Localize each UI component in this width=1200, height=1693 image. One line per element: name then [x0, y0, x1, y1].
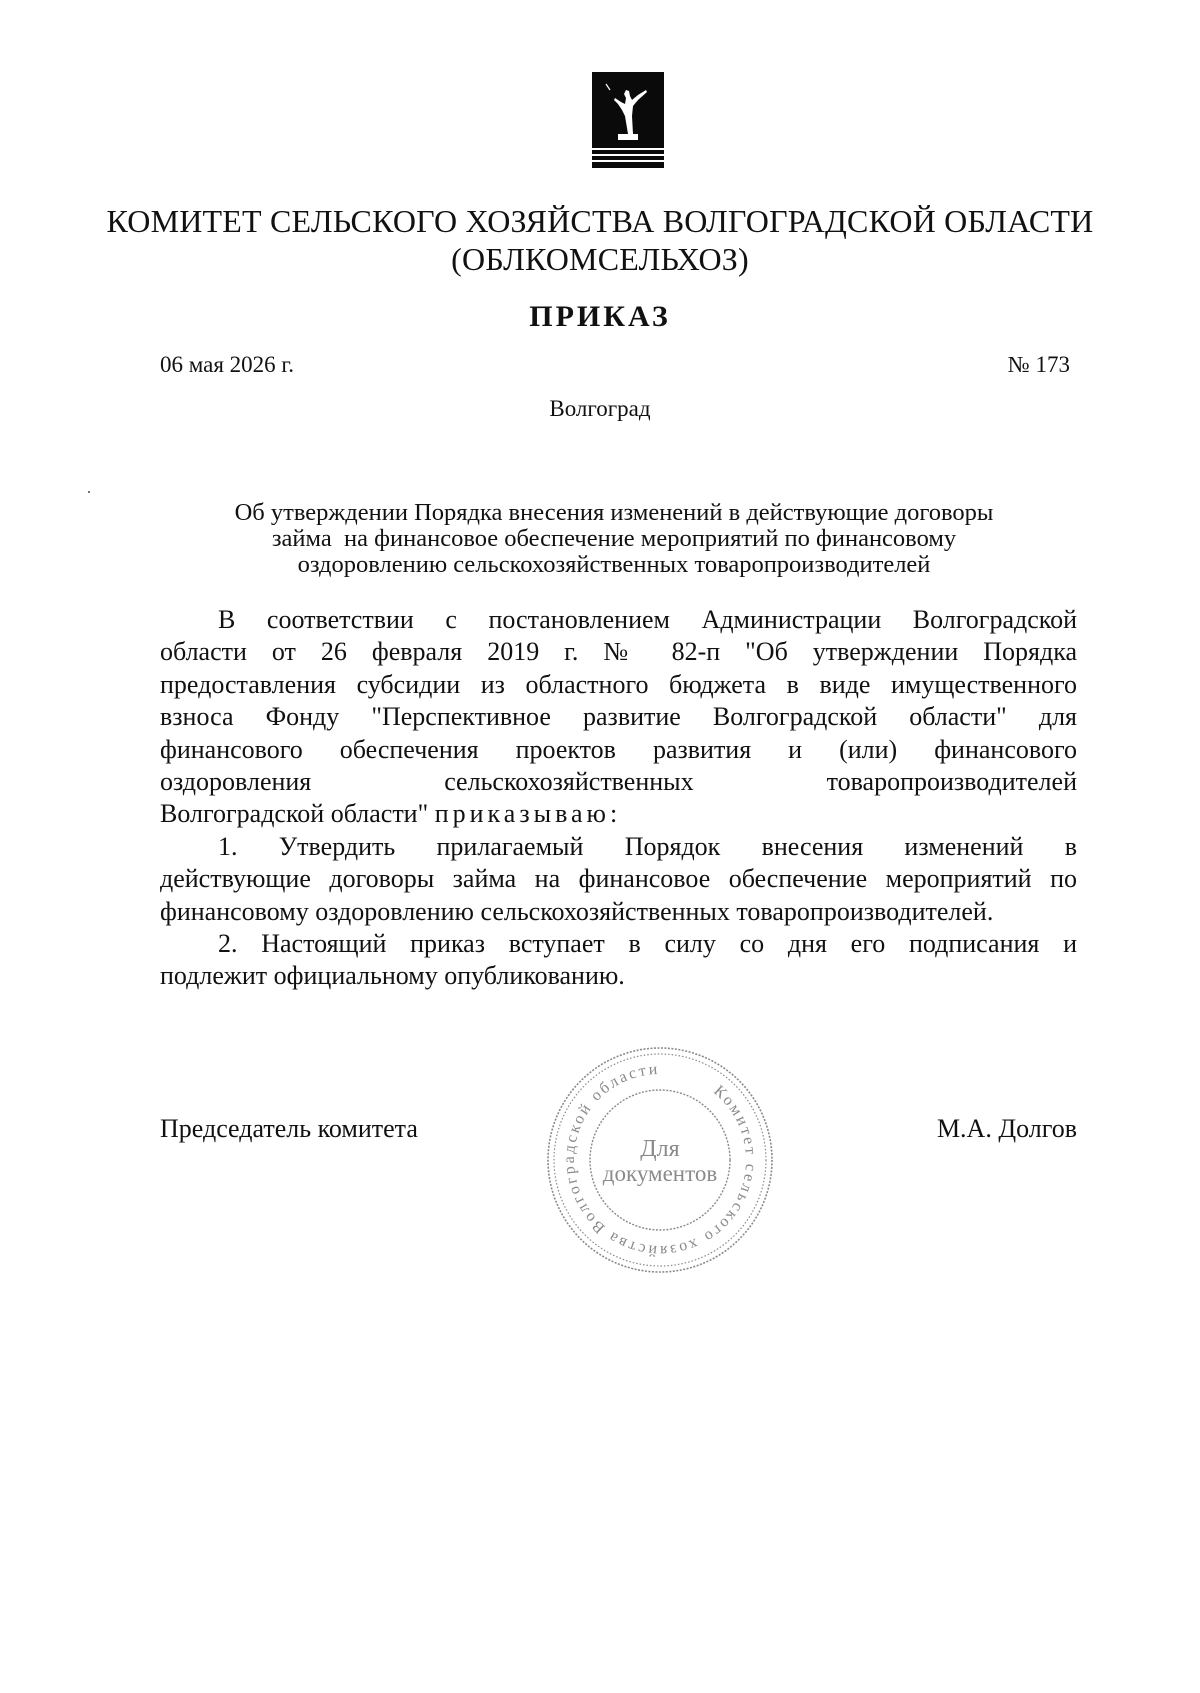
body-line: оздоровления сельскохозяйственных товаропроизводителей: [160, 767, 1077, 797]
item-2-line: подлежит официальному опубликованию.: [160, 961, 625, 991]
title-line: Об утверждении Порядка внесения изменений в действующие договоры: [234, 499, 994, 526]
coat-of-arms-emblem: [588, 70, 668, 176]
document-date: 06 мая 2026 г.: [160, 352, 295, 377]
item-1-line: финансовому оздоровлению сельскохозяйственных товаропроизводителей.: [160, 896, 994, 926]
document-city: Волгоград: [549, 396, 651, 421]
body-line: [160, 798, 1077, 830]
document-title: [150, 500, 1078, 578]
stamp-center-line-2: документов: [602, 1161, 718, 1186]
official-seal-stamp: [540, 1040, 780, 1280]
document-body: [160, 604, 1077, 993]
title-line: оздоровлению сельскохозяйственных товаропроизводителей: [297, 551, 931, 578]
item-1-line: 1. Утвердить прилагаемый Порядок внесения изменений в: [218, 831, 1077, 861]
order-word: приказываю:: [434, 799, 622, 829]
signatory-position: Председатель комитета: [160, 1114, 418, 1143]
scan-speck: [88, 491, 90, 493]
body-line: области от 26 февраля 2019 г. № 82-п "Об утверждении Порядка: [160, 637, 1077, 667]
title-line: займа на финансовое обеспечение мероприятий по финансовому: [271, 525, 957, 552]
body-line: предоставления субсидии из областного бюджета в виде имущественного: [160, 669, 1077, 699]
body-line: взноса Фонду "Перспективное развитие Волгоградской области" для: [160, 702, 1077, 732]
item-1-line: действующие договоры займа на финансовое обеспечение мероприятий по: [160, 864, 1077, 894]
document-number: № 173: [1007, 352, 1070, 377]
body-line: финансового обеспечения проектов развития и (или) финансового: [160, 734, 1077, 764]
body-line: В соответствии с постановлением Администрации Волгоградской: [218, 605, 1077, 634]
item-2-line: 2. Настоящий приказ вступает в силу со дня его подписания и: [218, 929, 1077, 959]
signatory-name: М.А. Долгов: [936, 1114, 1077, 1143]
document-type-heading: ПРИКАЗ: [529, 300, 671, 333]
stamp-ring-text: Комитет сельского хозяйства Волгоградской области: [560, 1060, 760, 1260]
organization-abbreviation: (ОБЛКОМСЕЛЬХОЗ): [451, 241, 749, 277]
stamp-center-line-1: Для: [640, 1136, 680, 1162]
preamble-tail: Волгоградской области": [160, 799, 429, 829]
organization-name: КОМИТЕТ СЕЛЬСКОГО ХОЗЯЙСТВА ВОЛГОГРАДСКОЙ ОБЛАСТИ: [106, 203, 1094, 239]
